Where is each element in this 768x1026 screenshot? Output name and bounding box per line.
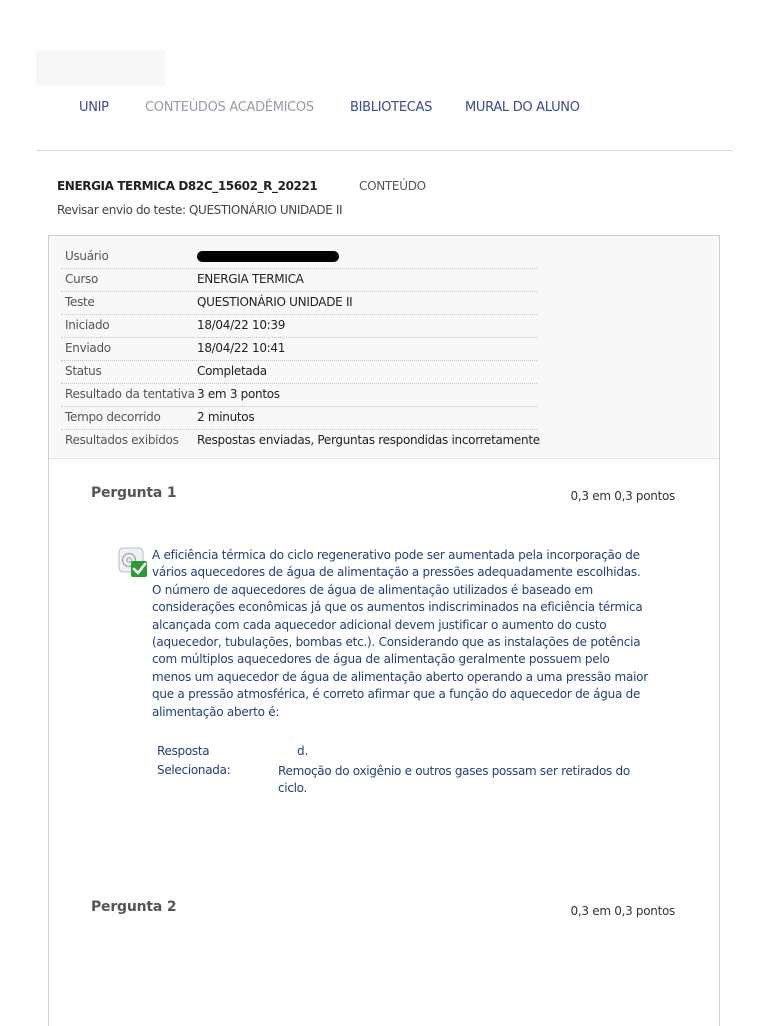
summary-row-resultados-exibidos <box>61 430 540 452</box>
summary-label: Usuário <box>65 249 109 263</box>
summary-row-curso <box>61 269 537 292</box>
summary-value: 18/04/22 10:39 <box>197 318 286 332</box>
correct-answer-check-icon <box>117 547 149 579</box>
summary-value: Completada <box>197 364 267 378</box>
summary-row-tempo <box>61 407 537 430</box>
review-panel <box>48 235 720 1026</box>
summary-row-status <box>61 361 537 384</box>
selected-answer-label-2: Selecionada: <box>157 763 231 777</box>
summary-label: Enviado <box>65 341 111 355</box>
summary-label: Status <box>65 364 102 378</box>
summary-label: Resultado da tentativa <box>65 387 195 401</box>
question-1-score: 0,3 em 0,3 pontos <box>570 489 675 503</box>
summary-value: ENERGIA TERMICA <box>197 272 304 286</box>
question-1-title: Pergunta 1 <box>91 485 177 501</box>
summary-label: Resultados exibidos <box>65 433 179 447</box>
redacted-username <box>197 251 339 262</box>
page-title: Revisar envio do teste: QUESTIONÁRIO UNIDADE II <box>57 203 343 217</box>
summary-row-teste <box>61 292 537 315</box>
breadcrumb-course[interactable]: ENERGIA TERMICA D82C_15602_R_20221 <box>57 179 318 193</box>
summary-row-usuario <box>61 246 537 269</box>
selected-answer-text: Remoção do oxigênio e outros gases possam ser retirados do ciclo. <box>278 764 630 796</box>
summary-row-resultado <box>61 384 537 407</box>
nav-divider <box>36 150 733 151</box>
breadcrumb-content[interactable]: CONTEÚDO <box>359 179 426 193</box>
summary-label: Curso <box>65 272 99 286</box>
summary-value: 18/04/22 10:41 <box>197 341 286 355</box>
summary-label: Teste <box>65 295 95 309</box>
summary-value: 3 em 3 pontos <box>197 387 280 401</box>
summary-value: Respostas enviadas, Perguntas respondidas incorretamente <box>197 433 540 447</box>
attempt-summary <box>49 236 719 459</box>
nav-mural-do-aluno[interactable]: MURAL DO ALUNO <box>465 100 580 115</box>
summary-value: 2 minutos <box>197 410 255 424</box>
question-2-score: 0,3 em 0,3 pontos <box>570 904 675 918</box>
summary-row-enviado <box>61 338 537 361</box>
selected-answer-label: Resposta <box>157 744 210 758</box>
question-1-text: A eficiência térmica do ciclo regenerativo pode ser aumentada pela incorporação de vários aquecedores de água de alimentação a pressões adequadamente escolhidas. O número de aquecedores de água de alimentação utilizados é baseado em considerações econômicas já que os aumentos indiscriminados na eficiência térmica alcançada com cada aquecedor adicional devem justificar o aumento do custo (aquecedor, tubulações, bombas etc.). Considerando que as instalações de potência com múltiplos aquecedores de água de alimentação geralmente possuem pelo menos um aquecedor de água de alimentação aberto operando a uma pressão maior que a pressão atmosférica, é correto afirmar que a função do aquecedor de água de alimentação aberto é: <box>152 548 648 719</box>
nav-conteudos-academicos[interactable]: CONTEÚDOS ACADÊMICOS <box>145 100 314 115</box>
summary-value: QUESTIONÁRIO UNIDADE II <box>197 295 353 309</box>
summary-row-iniciado <box>61 315 537 338</box>
summary-label: Tempo decorrido <box>65 410 161 424</box>
top-navigation <box>0 100 768 122</box>
summary-table <box>61 246 540 452</box>
summary-label: Iniciado <box>65 318 110 332</box>
selected-answer-letter: d. <box>297 744 309 758</box>
nav-bibliotecas[interactable]: BIBLIOTECAS <box>350 100 433 115</box>
site-logo-placeholder <box>36 50 166 86</box>
nav-unip[interactable]: UNIP <box>79 100 109 115</box>
question-2-title: Pergunta 2 <box>91 899 177 915</box>
